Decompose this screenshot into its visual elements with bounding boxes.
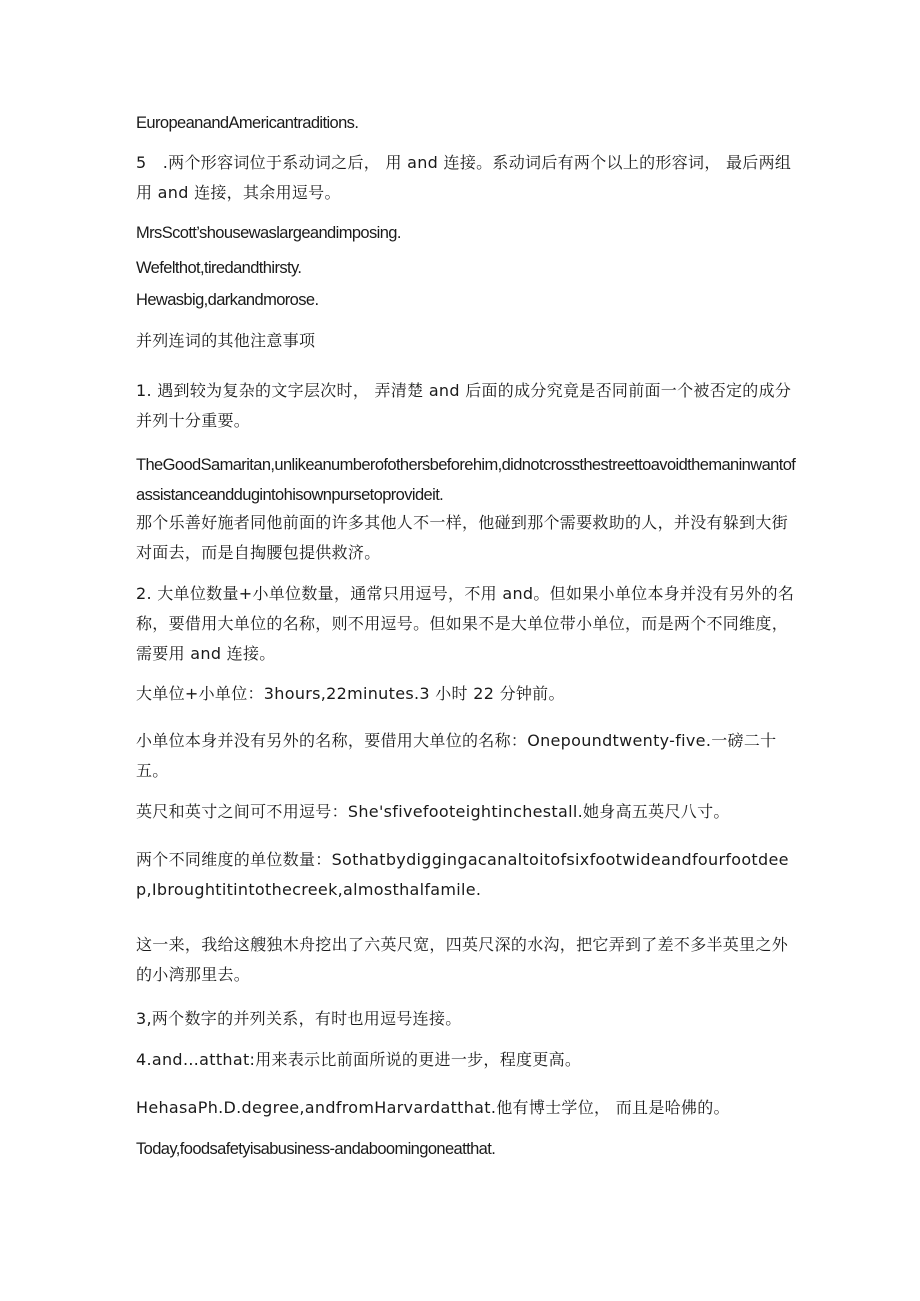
paragraph-rule-4: 4.and…atthat:用来表示比前面所说的更进一步，程度更高。	[136, 1050, 582, 1069]
section-heading: 并列连词的其他注意事项	[136, 331, 316, 350]
paragraph-rule-1: 1. 遇到较为复杂的文字层次时， 弄清楚 and 后面的成分究竟是否同前面一个被否定的成分并列十分重要。	[136, 381, 792, 430]
paragraph-2: 5 .两个形容词位于系动词之后， 用 and 连接。系动词后有两个以上的形容词， 最后两组用 and 连接，其余用逗号。	[136, 153, 792, 202]
paragraph-units-small: 小单位本身并没有另外的名称，要借用大单位的名称：Onepoundtwenty-five.一磅二十五。	[136, 731, 777, 780]
paragraph-1: EuropeanandAmericantraditions.	[136, 114, 359, 132]
paragraph-example-long: TheGoodSamaritan,unlikeanumberofothersbeforehim,didnotcrossthestreettoavoidthemaninwantofassistanceanddugintohisownpursetoprovideit.	[136, 456, 796, 504]
paragraph-rule-3: 3,两个数字的并列关系，有时也用逗号连接。	[136, 1009, 462, 1028]
paragraph-dimensions: 两个不同维度的单位数量：Sothatbydiggingacanaltoitofsixfootwideandfourfootdeep,Ibroughtitintothecreek,almosthalfamile.	[136, 850, 789, 899]
example-sentence-2: Wefelthot,tiredandthirsty.	[136, 259, 302, 277]
paragraph-translation-1: 那个乐善好施者同他前面的许多其他人不一样，他碰到那个需要救助的人，并没有躲到大街对面去，而是自掏腰包提供救济。	[136, 513, 789, 562]
paragraph-example-harvard: HehasaPh.D.degree,andfromHarvardatthat.他有博士学位， 而且是哈佛的。	[136, 1098, 730, 1117]
example-sentence-1: MrsScott’shousewaslargeandimposing.	[136, 224, 401, 242]
paragraph-rule-2: 2. 大单位数量+小单位数量，通常只用逗号，不用 and。但如果小单位本身并没有另外的名称，要借用大单位的名称，则不用逗号。但如果不是大单位带小单位，而是两个不同维度，需要用 and 连接。	[136, 584, 795, 663]
paragraph-translation-2: 这一来，我给这艘独木舟挖出了六英尺宽，四英尺深的水沟，把它弄到了差不多半英里之外的小湾那里去。	[136, 935, 789, 984]
paragraph-feet-inches: 英尺和英寸之间可不用逗号：She'sfivefooteightinchestall.她身高五英尺八寸。	[136, 802, 730, 821]
example-sentence-3: Hewasbig,darkandmorose.	[136, 291, 319, 309]
paragraph-example-food: Today,foodsafetyisabusiness-andaboomingoneatthat.	[136, 1140, 496, 1158]
paragraph-units-example: 大单位+小单位：3hours,22minutes.3 小时 22 分钟前。	[136, 684, 565, 703]
